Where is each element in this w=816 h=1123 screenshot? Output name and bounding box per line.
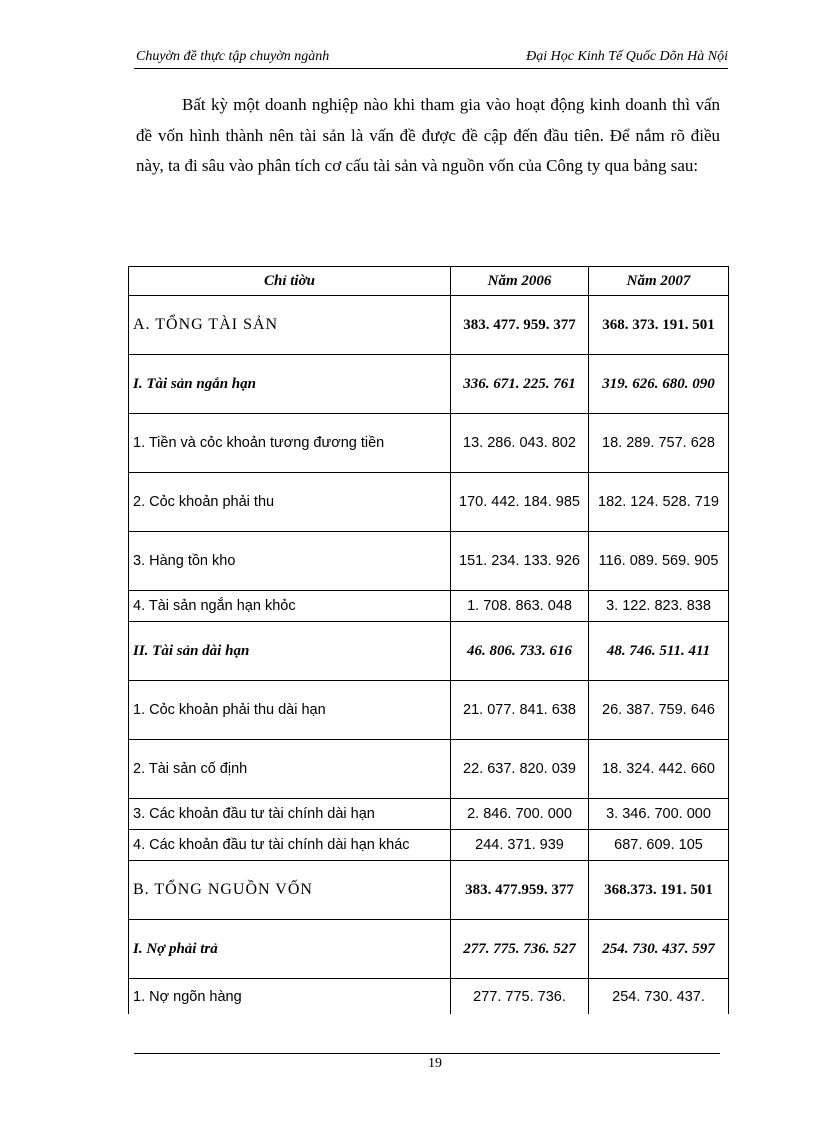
table-header-row	[129, 267, 729, 296]
value-2007: 26. 387. 759. 646	[589, 681, 729, 740]
value-2006: 2. 846. 700. 000	[451, 799, 589, 830]
value-2006: 13. 286. 043. 802	[451, 414, 589, 473]
row-label: 1. Cỏc khoản phải thu dài hạn	[129, 681, 451, 740]
header-indicator: Chỉ tiờu	[129, 267, 451, 296]
value-2006: 383. 477. 959. 377	[451, 296, 589, 355]
row-label: I. Tài sản ngắn hạn	[129, 355, 451, 414]
value-2007: 368.373. 191. 501	[589, 861, 729, 920]
footer-divider	[134, 1053, 720, 1054]
header-left-text: Chuyờn đề thực tập chuyờn ngành	[136, 49, 330, 64]
page-header	[134, 48, 728, 69]
table-row	[129, 681, 729, 740]
value-2006: 277. 775. 736.	[451, 979, 589, 1015]
table-row	[129, 296, 729, 355]
table-row	[129, 861, 729, 920]
table-row	[129, 414, 729, 473]
value-2007: 48. 746. 511. 411	[589, 622, 729, 681]
table-row	[129, 740, 729, 799]
value-2007: 18. 324. 442. 660	[589, 740, 729, 799]
table-row	[129, 920, 729, 979]
row-label: II. Tài sản dài hạn	[129, 622, 451, 681]
value-2007: 687. 609. 105	[589, 830, 729, 861]
table-row	[129, 355, 729, 414]
row-label: 4. Tài sản ngắn hạn khỏc	[129, 591, 451, 622]
table-row	[129, 979, 729, 1015]
value-2007: 254. 730. 437.	[589, 979, 729, 1015]
row-label: 2. Cỏc khoản phải thu	[129, 473, 451, 532]
value-2007: 3. 346. 700. 000	[589, 799, 729, 830]
table-row	[129, 473, 729, 532]
value-2007: 254. 730. 437. 597	[589, 920, 729, 979]
header-2007: Năm 2007	[589, 267, 729, 296]
value-2006: 46. 806. 733. 616	[451, 622, 589, 681]
value-2006: 336. 671. 225. 761	[451, 355, 589, 414]
row-label: 1. Tiền và cỏc khoản tương đương tiền	[129, 414, 451, 473]
value-2007: 368. 373. 191. 501	[589, 296, 729, 355]
value-2007: 182. 124. 528. 719	[589, 473, 729, 532]
value-2006: 21. 077. 841. 638	[451, 681, 589, 740]
value-2006: 383. 477.959. 377	[451, 861, 589, 920]
value-2007: 319. 626. 680. 090	[589, 355, 729, 414]
table-row	[129, 830, 729, 861]
row-label: 4. Các khoản đầu tư tài chính dài hạn khác	[129, 830, 451, 861]
page-number: 19	[428, 1056, 442, 1071]
row-label: 3. Hàng tồn kho	[129, 532, 451, 591]
row-label: 3. Các khoản đầu tư tài chính dài hạn	[129, 799, 451, 830]
value-2006: 1. 708. 863. 048	[451, 591, 589, 622]
value-2006: 151. 234. 133. 926	[451, 532, 589, 591]
row-label: 1. Nợ ngõn hàng	[129, 979, 451, 1015]
table-row	[129, 591, 729, 622]
value-2006: 170. 442. 184. 985	[451, 473, 589, 532]
value-2007: 116. 089. 569. 905	[589, 532, 729, 591]
table-row	[129, 532, 729, 591]
value-2006: 277. 775. 736. 527	[451, 920, 589, 979]
header-right-text: Đại Học Kinh Tế Quốc Dõn Hà Nội	[526, 49, 728, 64]
row-label: 2. Tài sản cố định	[129, 740, 451, 799]
table-row	[129, 799, 729, 830]
value-2006: 244. 371. 939	[451, 830, 589, 861]
value-2006: 22. 637. 820. 039	[451, 740, 589, 799]
row-label: B. TỔNG NGUỒN VỐN	[129, 861, 451, 920]
row-label: A. TỔNG TÀI SẢN	[129, 296, 451, 355]
table-row	[129, 622, 729, 681]
value-2007: 18. 289. 757. 628	[589, 414, 729, 473]
row-label: I. Nợ phải trả	[129, 920, 451, 979]
header-2006: Năm 2006	[451, 267, 589, 296]
value-2007: 3. 122. 823. 838	[589, 591, 729, 622]
intro-paragraph: Bất kỳ một doanh nghiệp nào khi tham gia vào hoạt động kinh doanh thì vấn đề vốn hình thành nên tài sản là vấn đề được đề cập đến đầu tiên. Để nắm rõ điều này, ta đi sâu vào phân tích cơ cấu tài sản và nguồn vốn của Công ty qua bảng sau:	[136, 95, 720, 175]
asset-capital-table	[128, 266, 729, 1014]
